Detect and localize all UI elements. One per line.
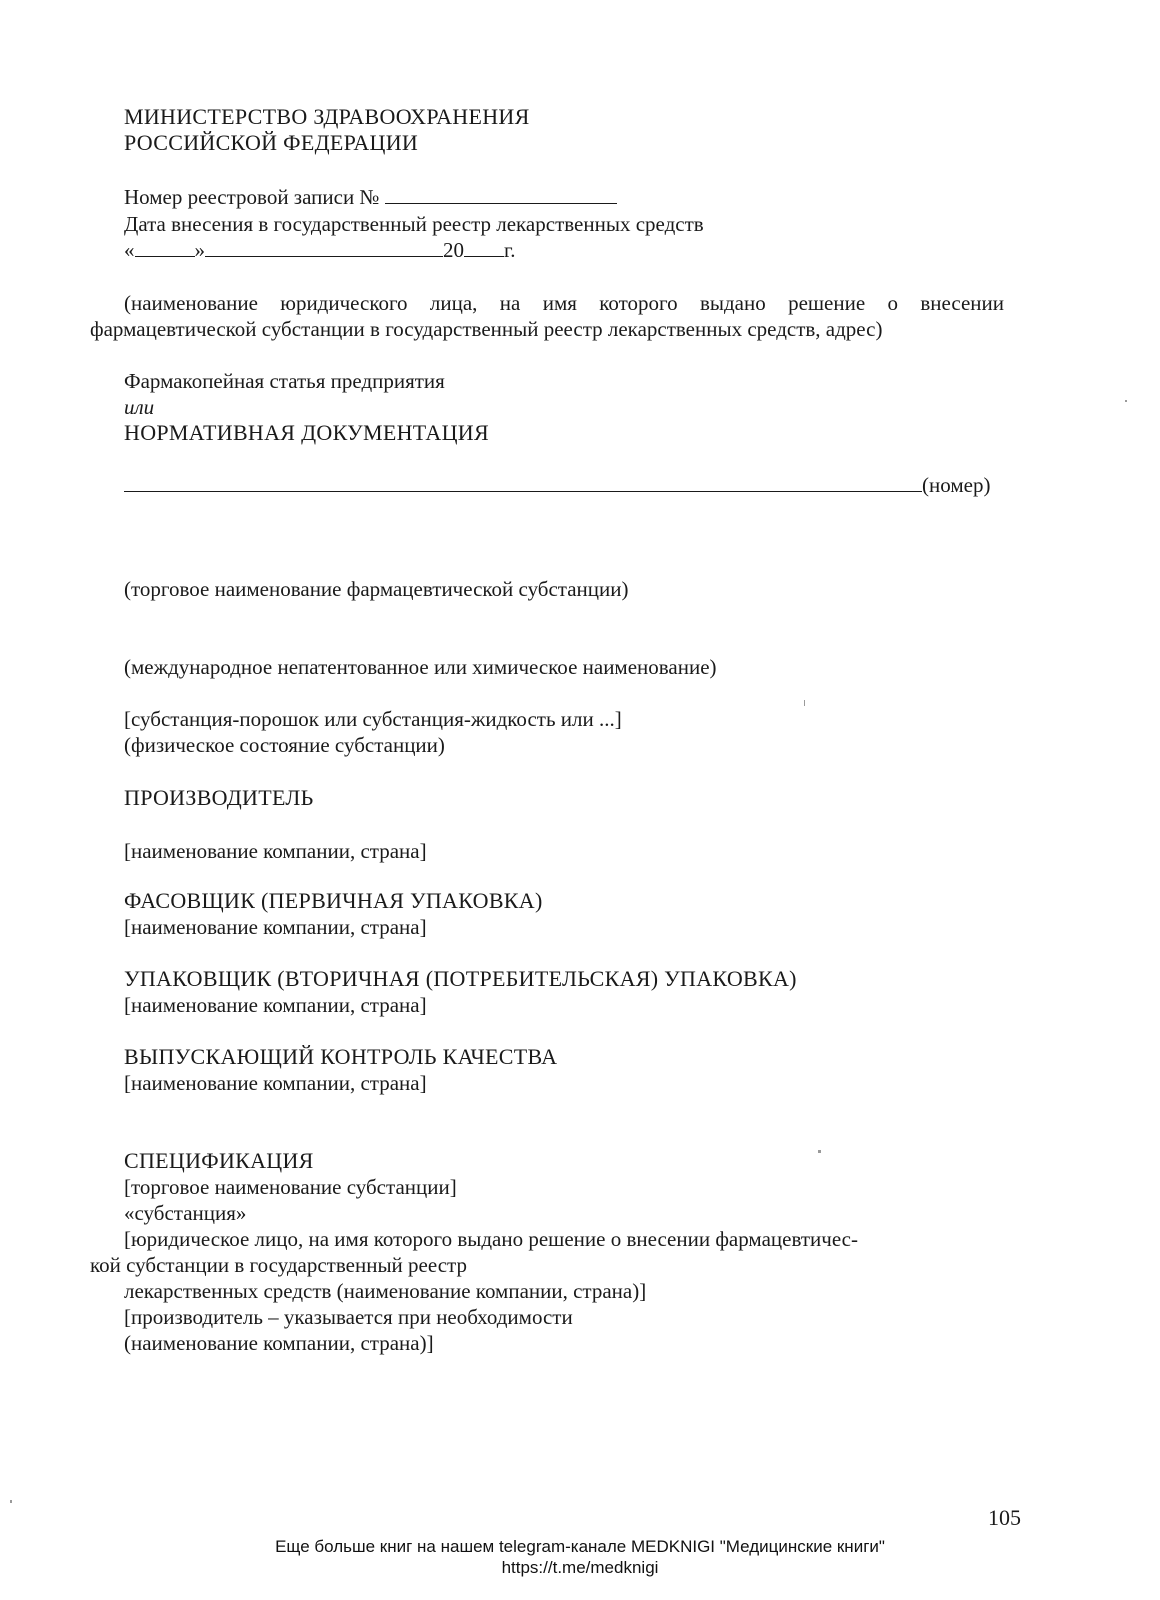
footer-promo-text: Еще больше книг на нашем telegram-канале MEDKNIGI "Медицинские книги" <box>275 1537 885 1556</box>
manufacturer-value: [наименование компании, страна] <box>124 839 427 863</box>
registry-record-row <box>124 184 617 210</box>
monograph-line3: НОРМАТИВНАЯ ДОКУМЕНТАЦИЯ <box>124 420 489 445</box>
primary-packer-title: ФАСОВЩИК (ПЕРВИЧНАЯ УПАКОВКА) <box>124 888 543 913</box>
monograph-number-row <box>124 472 990 498</box>
date-year-prefix: 20 <box>443 238 464 262</box>
date-open-quote: « <box>124 238 135 262</box>
specification-substance: «субстанция» <box>124 1201 247 1225</box>
secondary-packer-title: УПАКОВЩИК (ВТОРИЧНАЯ (ПОТРЕБИТЕЛЬСКАЯ) УПАКОВКА) <box>124 966 797 991</box>
specification-producer-line1: [производитель – указывается при необходимости <box>124 1305 573 1329</box>
specification-holder-line3: лекарственных средств (наименование компании, страна)] <box>124 1279 647 1303</box>
release-qc-value: [наименование компании, страна] <box>124 1071 427 1095</box>
date-day-blank <box>135 238 195 257</box>
registry-date-label: Дата внесения в государственный реестр лекарственных средств <box>124 212 704 236</box>
page-number: 105 <box>988 1505 1021 1530</box>
specification-title: СПЕЦИФИКАЦИЯ <box>124 1148 314 1173</box>
scan-speck <box>804 700 805 706</box>
ministry-title-line1: МИНИСТЕРСТВО ЗДРАВООХРАНЕНИЯ <box>124 104 530 129</box>
scan-speck <box>818 1150 821 1153</box>
primary-packer-value: [наименование компании, страна] <box>124 915 427 939</box>
registry-record-label: Номер реестровой записи № <box>124 185 380 209</box>
substance-form: [субстанция-порошок или субстанция-жидкость или ...] <box>124 707 622 731</box>
monograph-or: или <box>124 395 155 419</box>
footer-link[interactable]: https://t.me/medknigi <box>501 1558 659 1577</box>
date-month-blank <box>205 238 443 257</box>
monograph-line1: Фармакопейная статья предприятия <box>124 369 445 393</box>
secondary-packer-value: [наименование компании, страна] <box>124 993 427 1017</box>
applicant-description: (наименование юридического лица, на имя которого выдано решение о внесении фармацевтической субстанции в государственный реестр лекарственных средств, адрес) <box>90 291 1004 341</box>
monograph-number-blank <box>124 473 922 492</box>
date-year-suffix: г. <box>504 238 516 262</box>
registry-date-row <box>124 237 516 263</box>
specification-producer-line2: (наименование компании, страна)] <box>124 1331 434 1355</box>
substance-state: (физическое состояние субстанции) <box>124 733 445 757</box>
ministry-title-line2: РОССИЙСКОЙ ФЕДЕРАЦИИ <box>124 130 419 155</box>
scan-speck <box>1125 400 1127 402</box>
registry-record-blank <box>385 185 617 204</box>
manufacturer-title: ПРОИЗВОДИТЕЛЬ <box>124 785 314 810</box>
substance-trade-name: (торговое наименование фармацевтической субстанции) <box>124 577 629 601</box>
specification-trade-name: [торговое наименование субстанции] <box>124 1175 457 1199</box>
scan-speck <box>10 1500 12 1503</box>
date-close-quote: » <box>194 238 205 262</box>
specification-holder-line1: [юридическое лицо, на имя которого выдано решение о внесении фармацевтичес- <box>124 1227 858 1251</box>
release-qc-title: ВЫПУСКАЮЩИЙ КОНТРОЛЬ КАЧЕСТВА <box>124 1044 558 1069</box>
specification-holder-line2: кой субстанции в государственный реестр <box>90 1253 467 1277</box>
substance-inn: (международное непатентованное или химическое наименование) <box>124 655 717 679</box>
date-year-blank <box>464 238 504 257</box>
monograph-number-label: (номер) <box>922 473 991 497</box>
